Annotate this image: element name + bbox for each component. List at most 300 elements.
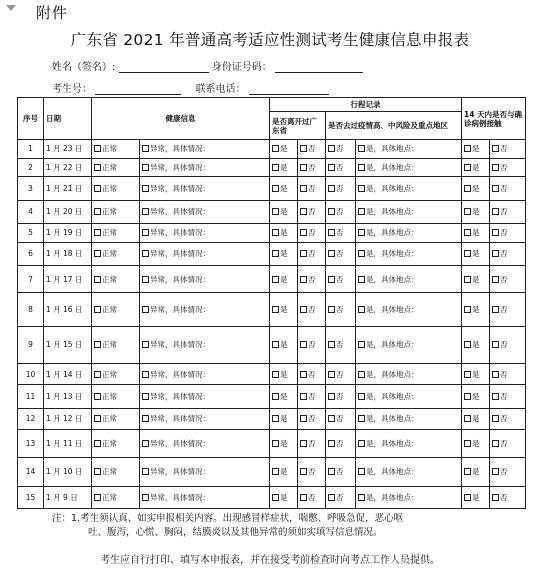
left-gd-no-checkbox[interactable] [300,250,307,257]
row-date [44,224,92,243]
left-gd-yes-checkbox[interactable] [272,306,279,313]
health-normal-cell [92,408,140,429]
yes-label: 是 [280,340,288,350]
abnormal-checkbox[interactable] [142,440,149,447]
yes-label: 是 [280,274,288,284]
contact-no-cell [490,242,526,266]
yes-place-label: 是，具体地点： [366,492,419,502]
risk-yes-cell [356,458,462,486]
yes-place-label: 是，具体地点： [366,162,419,172]
contact-no-cell [490,385,526,409]
row-number [18,364,44,385]
row-number-text: 3 [28,183,33,193]
row-date [44,293,92,326]
left-gd-yes-checkbox[interactable] [272,440,279,447]
contact-no-cell [490,429,526,457]
risk-yes-cell [356,408,462,429]
yes-label: 是 [472,228,480,238]
left-gd-yes-cell [270,293,298,326]
no-label: 否 [336,467,344,477]
table-row [18,177,526,201]
risk-no-checkbox[interactable] [328,164,335,171]
risk-yes-checkbox[interactable] [358,145,365,152]
left-gd-no-checkbox[interactable] [300,341,307,348]
left-gd-no-checkbox[interactable] [300,440,307,447]
left-gd-yes-checkbox[interactable] [272,250,279,257]
left-gd-no-checkbox[interactable] [300,494,307,501]
row-number-text: 12 [25,414,36,424]
normal-label: 正常 [102,340,117,350]
yes-label: 是 [472,249,480,259]
contact-yes-cell [462,429,490,457]
normal-label: 正常 [102,274,117,284]
contact-no-checkbox[interactable] [492,494,499,501]
risk-yes-checkbox[interactable] [358,306,365,313]
contact-yes-cell [462,200,490,224]
left-gd-no-cell [298,408,326,429]
contact-no-checkbox[interactable] [492,185,499,192]
normal-checkbox[interactable] [94,440,101,447]
left-gd-yes-checkbox[interactable] [272,185,279,192]
row-date [44,200,92,224]
risk-yes-checkbox[interactable] [358,415,365,422]
contact-yes-checkbox[interactable] [464,468,471,475]
yes-label: 是 [280,438,288,448]
contact-yes-checkbox[interactable] [464,208,471,215]
normal-checkbox[interactable] [94,250,101,257]
no-label: 否 [500,183,508,193]
header-travel-record: 行程记录 [270,98,462,112]
row-number [18,242,44,266]
no-label: 否 [308,391,316,401]
contact-yes-checkbox[interactable] [464,440,471,447]
abnormal-checkbox[interactable] [142,306,149,313]
risk-no-cell [326,200,356,224]
normal-checkbox[interactable] [94,393,101,400]
left-gd-yes-checkbox[interactable] [272,229,279,236]
id-number-label: 身份证号码： [211,62,272,73]
yes-label: 是 [472,414,480,424]
risk-yes-checkbox[interactable] [358,393,365,400]
abnormal-checkbox[interactable] [142,276,149,283]
contact-no-cell [490,293,526,326]
contact-no-checkbox[interactable] [492,164,499,171]
yes-label: 是 [280,228,288,238]
risk-no-checkbox[interactable] [328,185,335,192]
row-number [18,458,44,486]
contact-yes-checkbox[interactable] [464,250,471,257]
yes-label: 是 [472,305,480,315]
normal-label: 正常 [102,207,117,217]
yes-label: 是 [280,249,288,259]
row-date-text: 1 月 19 日 [46,228,83,238]
contact-no-checkbox[interactable] [492,208,499,215]
normal-label: 正常 [102,414,117,424]
yes-label: 是 [472,492,480,502]
left-gd-yes-cell [270,385,298,409]
left-gd-yes-checkbox[interactable] [272,276,279,283]
health-abnormal-cell [140,224,270,243]
risk-yes-cell [356,385,462,409]
no-label: 否 [308,144,316,154]
contact-yes-cell [462,293,490,326]
abnormal-checkbox[interactable] [142,393,149,400]
left-gd-yes-cell [270,140,298,159]
no-label: 否 [308,414,316,424]
row-date-text: 1 月 14 日 [46,369,83,379]
left-gd-no-checkbox[interactable] [300,208,307,215]
left-gd-no-checkbox[interactable] [300,415,307,422]
footer-instruction: 考生应自行打印、填写本申报表，并在接受考前检查时向考点工作人员提供。 [100,555,440,566]
left-gd-yes-checkbox[interactable] [272,341,279,348]
header-contact: 14 天内是否与确诊病例接触 [462,98,526,140]
row-date-text: 1 月 21 日 [46,183,83,193]
exam-number-field[interactable] [95,84,181,95]
health-abnormal-cell [140,385,270,409]
abnormal-checkbox[interactable] [142,415,149,422]
yes-label: 是 [472,391,480,401]
left-gd-no-checkbox[interactable] [300,164,307,171]
left-gd-no-checkbox[interactable] [300,468,307,475]
yes-label: 是 [472,369,480,379]
row-date-text: 1 月 23 日 [46,144,83,154]
risk-yes-checkbox[interactable] [358,276,365,283]
contact-yes-cell [462,140,490,159]
row-number-text: 10 [25,369,36,379]
table-row [18,140,526,159]
yes-label: 是 [472,467,480,477]
row-number [18,266,44,293]
left-gd-yes-cell [270,177,298,201]
risk-yes-checkbox[interactable] [358,494,365,501]
contact-no-checkbox[interactable] [492,145,499,152]
health-normal-cell [92,140,140,159]
health-abnormal-cell [140,326,270,363]
risk-no-checkbox[interactable] [328,393,335,400]
no-label: 否 [500,340,508,350]
risk-no-cell [326,364,356,385]
contact-yes-checkbox[interactable] [464,229,471,236]
table-row [18,458,526,486]
abnormal-label: 异常，具体情况： [150,467,210,477]
normal-checkbox[interactable] [94,494,101,501]
abnormal-label: 异常，具体情况： [150,414,210,424]
no-label: 否 [308,492,316,502]
row-date-text: 1 月 10 日 [46,467,83,477]
yes-place-label: 是，具体地点： [366,467,419,477]
abnormal-checkbox[interactable] [142,229,149,236]
id-number-field[interactable] [275,62,363,73]
risk-no-cell [326,140,356,159]
health-normal-cell [92,158,140,177]
row-date [44,385,92,409]
left-gd-no-cell [298,385,326,409]
contact-no-cell [490,408,526,429]
left-gd-no-cell [298,266,326,293]
no-label: 否 [336,438,344,448]
health-normal-cell [92,200,140,224]
left-gd-no-checkbox[interactable] [300,306,307,313]
normal-checkbox[interactable] [94,415,101,422]
left-gd-no-checkbox[interactable] [300,145,307,152]
yes-label: 是 [472,207,480,217]
header-left-guangdong: 是否离开过广东省 [270,112,326,140]
risk-yes-checkbox[interactable] [358,468,365,475]
abnormal-checkbox[interactable] [142,185,149,192]
row-number [18,408,44,429]
health-normal-cell [92,385,140,409]
contact-no-cell [490,140,526,159]
risk-yes-cell [356,177,462,201]
contact-no-cell [490,486,526,508]
no-label: 否 [336,162,344,172]
row-date [44,266,92,293]
abnormal-label: 异常，具体情况： [150,207,210,217]
contact-yes-checkbox[interactable] [464,145,471,152]
row-date-text: 1 月 20 日 [46,207,83,217]
normal-checkbox[interactable] [94,276,101,283]
health-normal-cell [92,486,140,508]
no-label: 否 [308,340,316,350]
health-normal-cell [92,224,140,243]
risk-no-checkbox[interactable] [328,494,335,501]
table-row [18,293,526,326]
left-gd-no-cell [298,200,326,224]
normal-checkbox[interactable] [94,229,101,236]
health-declaration-table [17,97,526,509]
contact-no-checkbox[interactable] [492,468,499,475]
left-gd-yes-cell [270,242,298,266]
left-gd-yes-checkbox[interactable] [272,208,279,215]
yes-place-label: 是，具体地点： [366,438,419,448]
abnormal-label: 异常，具体情况： [150,162,210,172]
yes-place-label: 是，具体地点： [366,391,419,401]
no-label: 否 [336,340,344,350]
row-number-text: 5 [28,228,33,238]
risk-no-checkbox[interactable] [328,276,335,283]
contact-yes-checkbox[interactable] [464,371,471,378]
table-row [18,408,526,429]
risk-no-checkbox[interactable] [328,415,335,422]
risk-no-cell [326,326,356,363]
left-gd-no-cell [298,140,326,159]
left-gd-yes-checkbox[interactable] [272,468,279,475]
contact-yes-cell [462,408,490,429]
risk-no-cell [326,486,356,508]
normal-checkbox[interactable] [94,468,101,475]
risk-no-checkbox[interactable] [328,371,335,378]
contact-no-checkbox[interactable] [492,440,499,447]
normal-checkbox[interactable] [94,341,101,348]
left-gd-yes-cell [270,486,298,508]
risk-no-checkbox[interactable] [328,208,335,215]
row-date [44,364,92,385]
contact-no-cell [490,458,526,486]
phone-field[interactable] [249,84,329,95]
left-gd-yes-cell [270,326,298,363]
left-gd-no-checkbox[interactable] [300,393,307,400]
left-gd-yes-cell [270,458,298,486]
row-date [44,408,92,429]
contact-no-checkbox[interactable] [492,415,499,422]
risk-no-checkbox[interactable] [328,229,335,236]
row-number-text: 9 [28,340,33,350]
contact-yes-cell [462,326,490,363]
abnormal-label: 异常，具体情况： [150,274,210,284]
health-abnormal-cell [140,266,270,293]
risk-no-checkbox[interactable] [328,468,335,475]
abnormal-label: 异常，具体情况： [150,369,210,379]
row-date-text: 1 月 17 日 [46,274,83,284]
normal-label: 正常 [102,391,117,401]
left-gd-no-cell [298,158,326,177]
risk-yes-checkbox[interactable] [358,185,365,192]
risk-yes-cell [356,200,462,224]
left-gd-no-checkbox[interactable] [300,276,307,283]
risk-no-checkbox[interactable] [328,145,335,152]
left-gd-yes-checkbox[interactable] [272,371,279,378]
contact-yes-checkbox[interactable] [464,164,471,171]
risk-no-checkbox[interactable] [328,250,335,257]
risk-yes-checkbox[interactable] [358,250,365,257]
header-health: 健康信息 [92,98,270,140]
left-gd-no-checkbox[interactable] [300,185,307,192]
contact-no-checkbox[interactable] [492,371,499,378]
left-gd-yes-cell [270,364,298,385]
name-field[interactable] [119,62,209,73]
contact-yes-cell [462,458,490,486]
abnormal-checkbox[interactable] [142,145,149,152]
yes-label: 是 [472,274,480,284]
row-date-text: 1 月 9 日 [46,492,78,502]
normal-label: 正常 [102,369,117,379]
normal-checkbox[interactable] [94,306,101,313]
abnormal-label: 异常，具体情况： [150,492,210,502]
left-gd-yes-checkbox[interactable] [272,415,279,422]
contact-no-checkbox[interactable] [492,306,499,313]
no-label: 否 [336,369,344,379]
contact-yes-cell [462,158,490,177]
left-gd-yes-checkbox[interactable] [272,145,279,152]
risk-no-checkbox[interactable] [328,306,335,313]
left-gd-yes-checkbox[interactable] [272,494,279,501]
left-gd-no-checkbox[interactable] [300,229,307,236]
no-label: 否 [336,183,344,193]
normal-label: 正常 [102,438,117,448]
risk-yes-cell [356,242,462,266]
left-gd-yes-checkbox[interactable] [272,164,279,171]
risk-no-checkbox[interactable] [328,440,335,447]
left-gd-no-cell [298,458,326,486]
contact-yes-checkbox[interactable] [464,306,471,313]
left-gd-yes-cell [270,200,298,224]
normal-checkbox[interactable] [94,185,101,192]
normal-checkbox[interactable] [94,164,101,171]
row-number-text: 14 [25,467,36,477]
contact-no-checkbox[interactable] [492,393,499,400]
contact-yes-checkbox[interactable] [464,185,471,192]
contact-yes-checkbox[interactable] [464,494,471,501]
exam-number-label: 考生号： [52,84,92,95]
risk-yes-checkbox[interactable] [358,229,365,236]
health-normal-cell [92,242,140,266]
contact-no-checkbox[interactable] [492,341,499,348]
contact-yes-cell [462,364,490,385]
contact-no-checkbox[interactable] [492,229,499,236]
health-abnormal-cell [140,158,270,177]
table-row [18,326,526,363]
left-gd-no-cell [298,429,326,457]
abnormal-checkbox[interactable] [142,208,149,215]
contact-yes-cell [462,385,490,409]
risk-yes-cell [356,429,462,457]
contact-no-checkbox[interactable] [492,276,499,283]
contact-yes-checkbox[interactable] [464,415,471,422]
risk-yes-checkbox[interactable] [358,341,365,348]
normal-label: 正常 [102,492,117,502]
normal-checkbox[interactable] [94,145,101,152]
contact-yes-checkbox[interactable] [464,276,471,283]
contact-no-checkbox[interactable] [492,250,499,257]
abnormal-label: 异常，具体情况： [150,340,210,350]
row-number [18,293,44,326]
normal-checkbox[interactable] [94,371,101,378]
table-row [18,429,526,457]
left-gd-yes-checkbox[interactable] [272,393,279,400]
table-row [18,486,526,508]
contact-yes-checkbox[interactable] [464,393,471,400]
risk-no-checkbox[interactable] [328,341,335,348]
abnormal-checkbox[interactable] [142,468,149,475]
risk-yes-cell [356,266,462,293]
abnormal-checkbox[interactable] [142,371,149,378]
risk-yes-checkbox[interactable] [358,208,365,215]
risk-yes-checkbox[interactable] [358,164,365,171]
contact-yes-checkbox[interactable] [464,341,471,348]
risk-yes-cell [356,140,462,159]
abnormal-checkbox[interactable] [142,494,149,501]
risk-yes-checkbox[interactable] [358,440,365,447]
left-gd-no-cell [298,293,326,326]
contact-yes-cell [462,486,490,508]
note-line-1: 注：1.考生须认真、如实申报相关内容。出现感冒样症状，喘憋、呼吸急促，恶心呕 [52,513,404,524]
risk-no-cell [326,458,356,486]
normal-label: 正常 [102,162,117,172]
abnormal-label: 异常，具体情况： [150,438,210,448]
no-label: 否 [336,305,344,315]
header-risk-area: 是否去过疫情高、中风险及重点地区 [326,112,462,140]
normal-checkbox[interactable] [94,208,101,215]
abnormal-checkbox[interactable] [142,250,149,257]
no-label: 否 [308,228,316,238]
risk-yes-checkbox[interactable] [358,371,365,378]
header-date: 日期 [44,98,92,140]
yes-label: 是 [280,162,288,172]
no-label: 否 [500,391,508,401]
yes-place-label: 是，具体地点： [366,207,419,217]
row-number [18,177,44,201]
abnormal-checkbox[interactable] [142,164,149,171]
normal-label: 正常 [102,467,117,477]
no-label: 否 [336,492,344,502]
yes-label: 是 [280,414,288,424]
left-gd-no-checkbox[interactable] [300,371,307,378]
row-number-text: 13 [25,438,36,448]
row-number-text: 7 [28,274,33,284]
yes-label: 是 [472,183,480,193]
abnormal-checkbox[interactable] [142,341,149,348]
left-gd-yes-cell [270,266,298,293]
